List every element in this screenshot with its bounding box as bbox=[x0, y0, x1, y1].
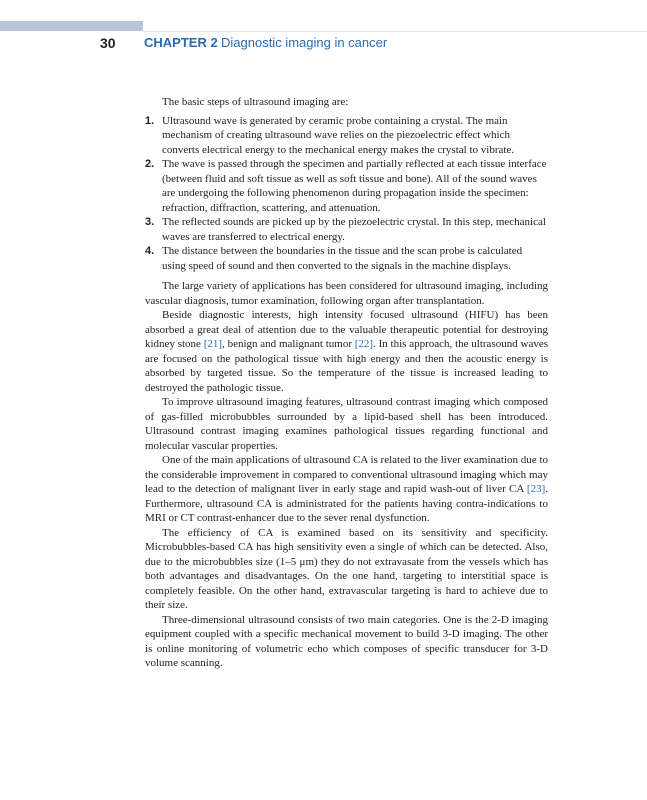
paragraph-text: , benign and malignant tumor bbox=[222, 338, 355, 350]
header-rule bbox=[143, 31, 647, 32]
paragraph-text: Beside diagnostic interests, high intensity focused ultrasound (HIFU) has been absorbed a great deal of attention due to the valuable therapeutic potential for destroying kidney stone bbox=[145, 309, 548, 350]
paragraph-text: . Furthermore, ultrasound CA is administrated for the patients having contra-indications to MRI or CT contrast-enhancer due to the sever renal dysfunction. bbox=[145, 483, 548, 524]
paragraph-efficiency: The efficiency of CA is examined based on its sensitivity and specificity. Microbubbles-based CA has high sensitivity even a single of which can be detected. Also, due to the microbubbles size (1–5 μm) they do not extravasate from the vessels which has both advantages and disadvantages. On the one hand, targeting to interstitial space is completely feasible. On the other hand, extravascular targeting is hard to achieve due to their size. bbox=[145, 526, 548, 611]
list-item-text: Ultrasound wave is generated by ceramic probe containing a crystal. The main mechanism of creating ultrasound wave relies on the piezoelectric effect which converts electrical energy to the mechanical energy makes the crystal to vibrate. bbox=[162, 114, 515, 156]
paragraph-hifu bbox=[145, 308, 548, 395]
list-intro: The basic steps of ultrasound imaging are: bbox=[162, 96, 349, 108]
chapter-label: CHAPTER 2 bbox=[144, 35, 218, 50]
paragraph-contrast: To improve ultrasound imaging features, ultrasound contrast imaging which composed of gas-filled microbubbles surrounded by a lipid-based shell has been introduced. Ultrasound contrast imaging examines pathological tissues regarding functional and molecular vascular properties. bbox=[145, 396, 548, 452]
header-color-bar bbox=[0, 21, 143, 31]
chapter-title: Diagnostic imaging in cancer bbox=[221, 35, 388, 50]
paragraph-3d: Three-dimensional ultrasound consists of two main categories. One is the 2-D imaging equipment coupled with a specific mechanical movement to build 3-D imaging. The other is online monitoring of volumetric echo which composes of specific transducer for 3-D volume scanning. bbox=[145, 613, 548, 669]
citation-link[interactable]: [23] bbox=[526, 483, 546, 495]
list-item-number: 2. bbox=[145, 158, 155, 170]
body-text bbox=[145, 95, 548, 671]
steps-list bbox=[145, 114, 548, 274]
list-item-text: The wave is passed through the specimen and partially reflected at each tissue interface (between fluid and soft tissue as well as soft tissue and bone). All of the sound waves are undergoing the following phenomenon during propagation inside the specimen: refraction, diffraction, scattering, and attenuation. bbox=[162, 158, 547, 214]
paragraph-text: One of the main applications of ultrasound CA is related to the liver examination due to the considerable improvement in compared to conventional ultrasound imaging which may lead to the detection of malignant liver in early stage and rapid wash-out of liver CA bbox=[145, 454, 548, 495]
page-number: 30 bbox=[100, 35, 116, 51]
list-item bbox=[145, 114, 548, 158]
list-item-number: 3. bbox=[145, 216, 155, 228]
list-item bbox=[145, 157, 548, 215]
list-item bbox=[145, 215, 548, 244]
list-item-text: The reflected sounds are picked up by the piezoelectric crystal. In this step, mechanical waves are transferred to electrical energy. bbox=[162, 216, 546, 243]
running-header bbox=[0, 35, 647, 53]
list-item bbox=[145, 244, 548, 273]
citation-link[interactable]: [21] bbox=[203, 338, 223, 350]
paragraph-applications: The large variety of applications has been considered for ultrasound imaging, including vascular diagnosis, tumor examination, following organ after transplantation. bbox=[145, 280, 548, 307]
list-item-number: 1. bbox=[145, 114, 155, 127]
list-item-text: The distance between the boundaries in the tissue and the scan probe is calculated using speed of sound and then converted to the signals in the machine displays. bbox=[162, 245, 523, 272]
citation-link[interactable]: [22] bbox=[354, 338, 374, 350]
paragraph-text: . In this approach, the ultrasound waves are focused on the pathological tissue with high energy and then the acoustic energy is absorbed by targeted tissue. So the temperature of the tissue is increased leading to destroyed the pathologic tissue. bbox=[145, 338, 548, 394]
paragraph-liver bbox=[145, 453, 548, 526]
list-item-number: 4. bbox=[145, 245, 155, 257]
